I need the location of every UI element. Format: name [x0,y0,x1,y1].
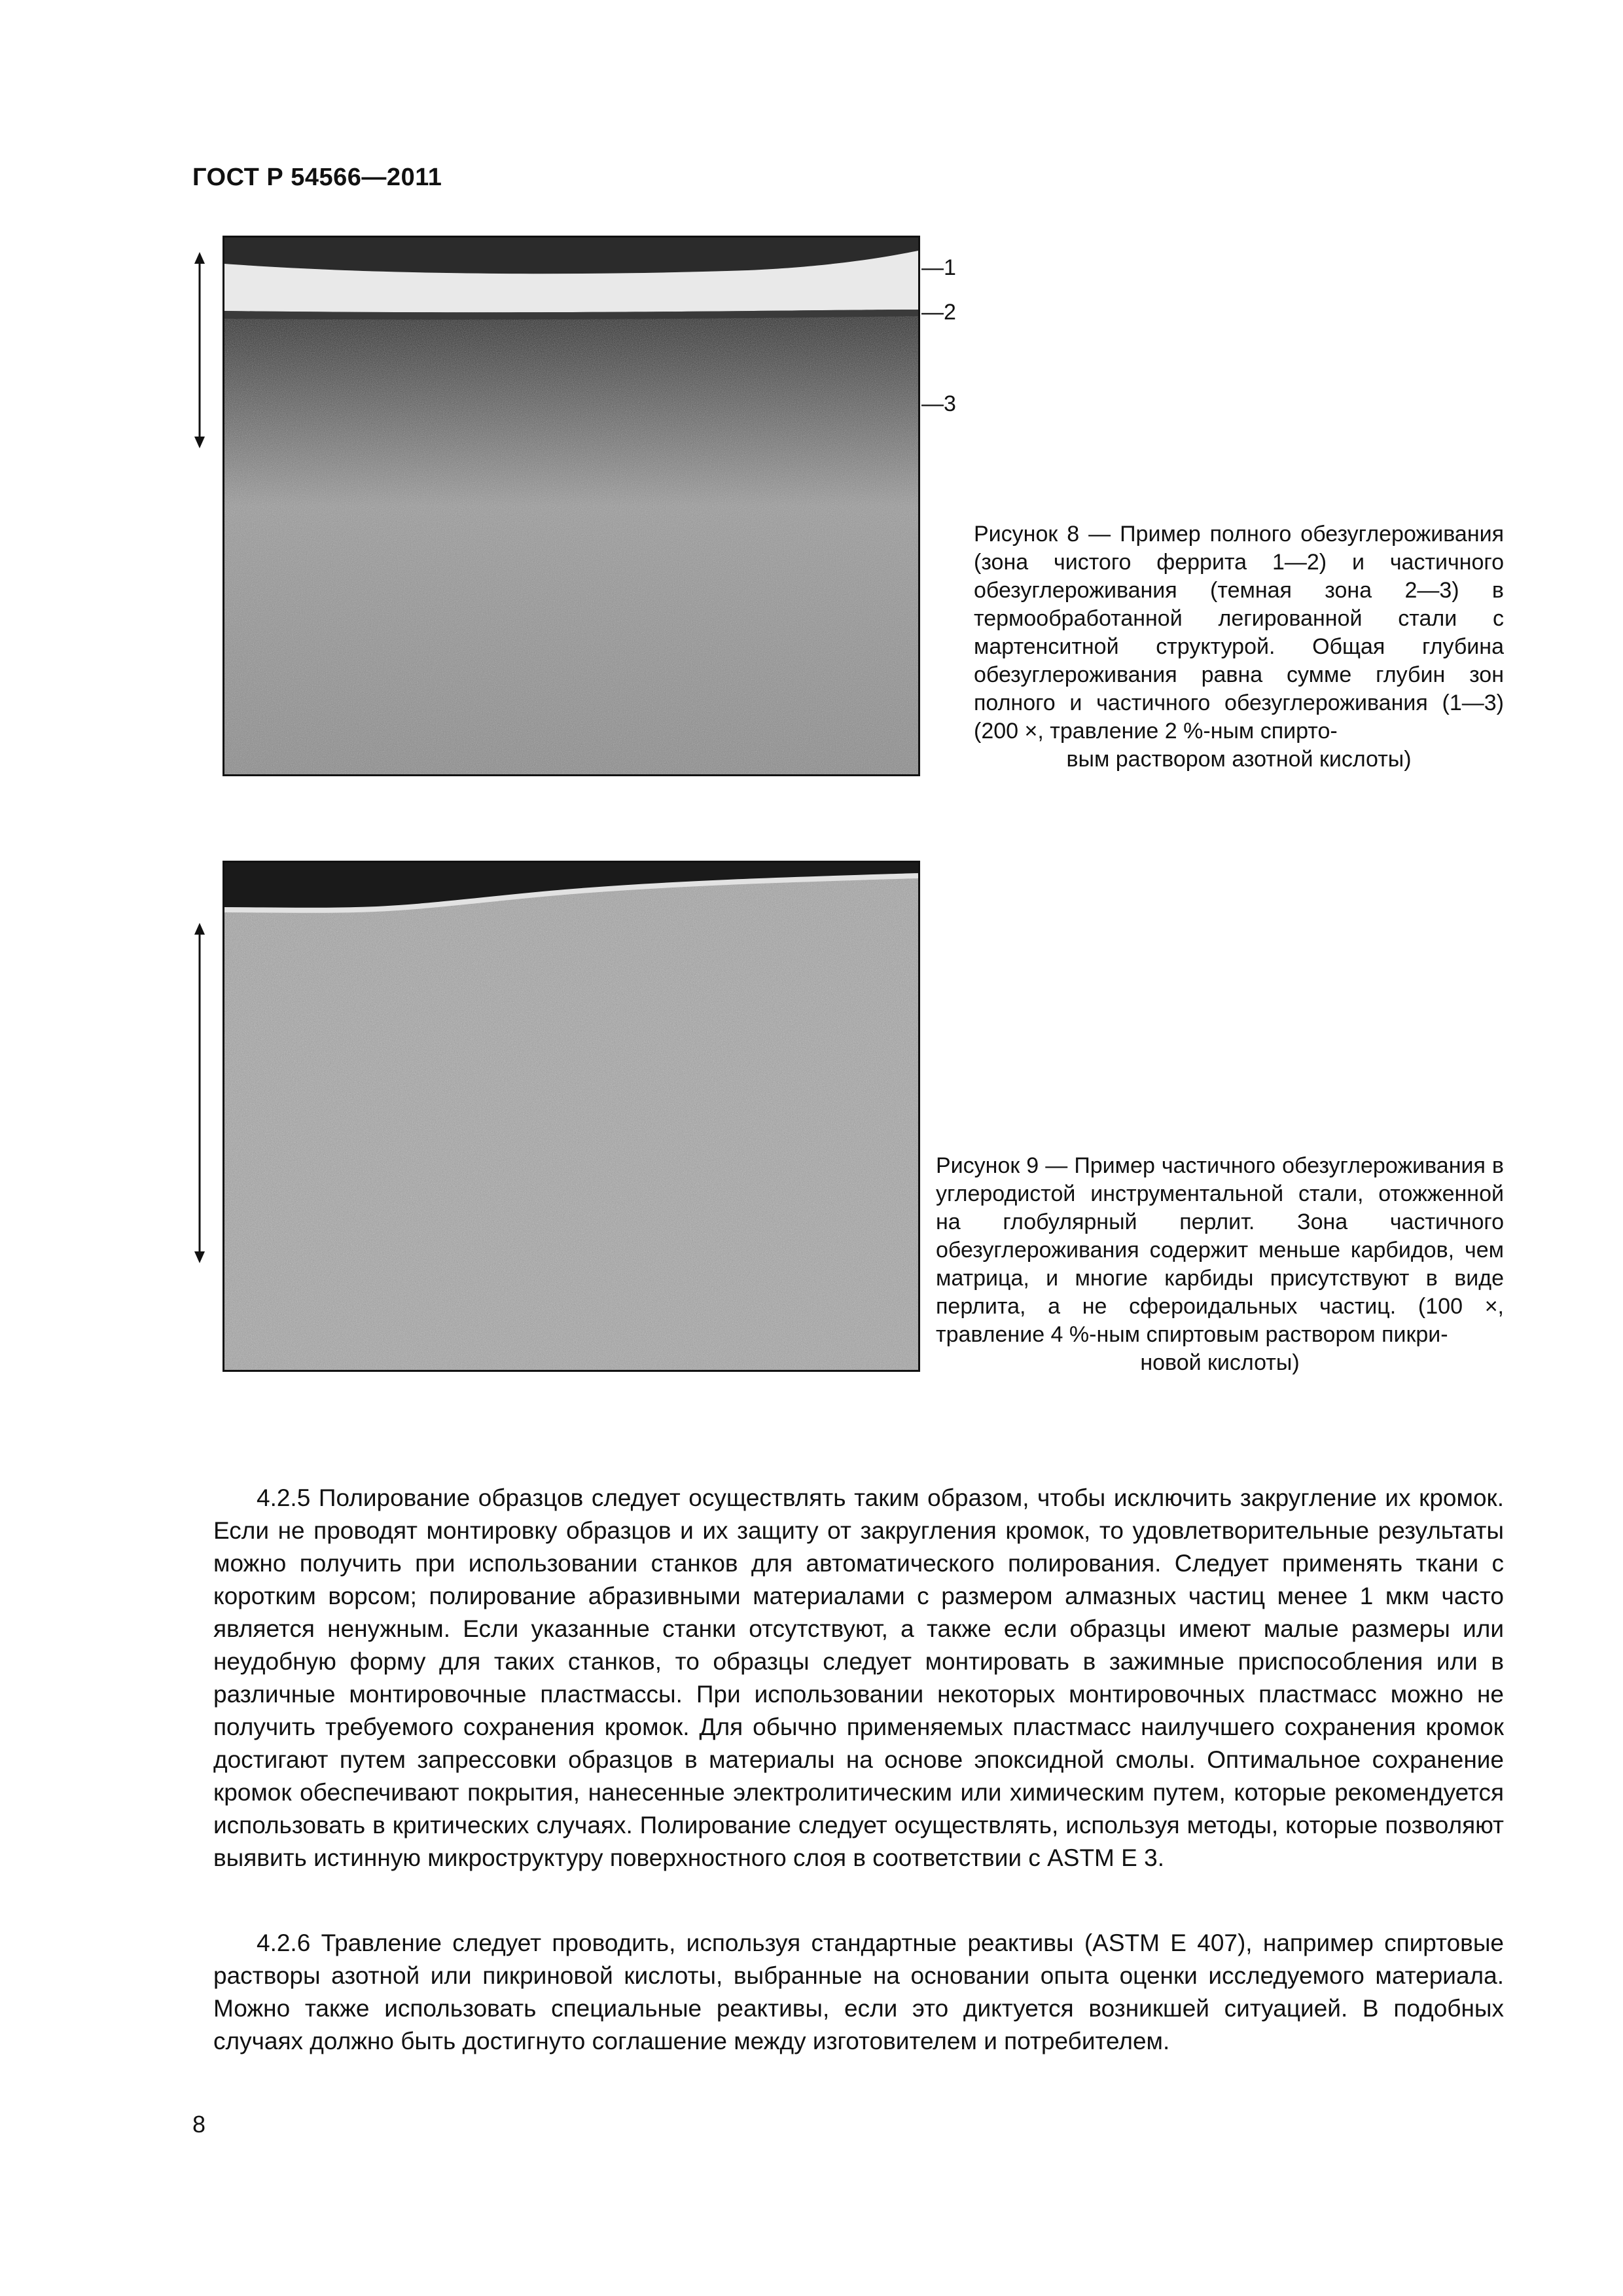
figure-8-caption-last: вым раствором азотной кислоты) [1066,747,1412,772]
section-4-2-5 [213,1482,1504,1874]
zone-label-3: —3 [921,391,956,416]
figure-8-caption [974,520,1504,774]
page-number: 8 [192,2111,206,2138]
micrograph-figure-9 [223,861,920,1372]
depth-arrow-fig9 [190,923,209,1263]
figure-9-caption [936,1152,1504,1377]
document-header: ГОСТ Р 54566—2011 [192,164,442,191]
zone-label-2: —2 [921,300,956,325]
micrograph-figure-8 [223,236,920,776]
figure-9-caption-text: Рисунок 9 — Пример частичного обезуглероживания в углеродистой инструментальной стали, отожженной на глобулярный перлит. Зона частичного обезуглероживания содержит меньше карбидов, чем матрица, и многие карбиды присутствуют в виде перлита, а не сфероидальных частиц. (100 ×, травление 4 %-ным спиртовым раствором пикри- [936,1153,1504,1347]
figure-9-caption-last: новой кислоты) [1140,1350,1300,1375]
paragraph-4-2-5: 4.2.5 Полирование образцов следует осуществлять таким образом, чтобы исключить закругление их кромок. Если не проводят монтировку образцов и их защиту от закругления кромок, то удовлетворительные результаты можно получить при использовании станков для автоматического полирования. Следует применять ткани с коротким ворсом; полирование абразивными материалами с размером алмазных частиц менее 1 мкм часто является ненужным. Если указанные станки отсутствуют, а также если образцы имеют малые размеры или неудобную форму для таких станков, то образцы следует монтировать в зажимные приспособления или в различные монтировочные пластмассы. При использовании некоторых монтировочных пластмасс можно не получить требуемого сохранения кромок. Для обычно применяемых пластмасс наилучшего сохранения кромок достигают путем запрессовки образцов в материалы на основе эпоксидной смолы. Оптимальное сохранение кромок обеспечивают покрытия, нанесенные электролитическим или химическим путем, которые рекомендуется использовать в критических случаях. Полирование следует осуществлять, используя методы, которые позволяют выявить истинную микроструктуру поверхностного слоя в соответствии с ASTM E 3. [213,1484,1504,1871]
section-4-2-6 [213,1927,1504,2058]
figure-8-caption-text: Рисунок 8 — Пример полного обезуглероживания (зона чистого феррита 1—2) и частичного обезуглероживания (темная зона 2—3) в термообработанной легированной стали с мартенситной структурой. Общая глубина обезуглероживания равна сумме глубин зон полного и частичного обезуглероживания (1—3) (200 ×, травление 2 %-ным спирто- [974,522,1504,744]
paragraph-4-2-6: 4.2.6 Травление следует проводить, используя стандартные реактивы (ASTM E 407), например спиртовые растворы азотной или пикриновой кислоты, выбранные на основании опыта оценки исследуемого материала. Можно также использовать специальные реактивы, если это диктуется возникшей ситуацией. В подобных случаях должно быть достигнуто соглашение между изготовителем и потребителем. [213,1929,1504,2054]
zone-label-1: —1 [921,255,956,280]
depth-arrow-fig8 [190,252,209,448]
